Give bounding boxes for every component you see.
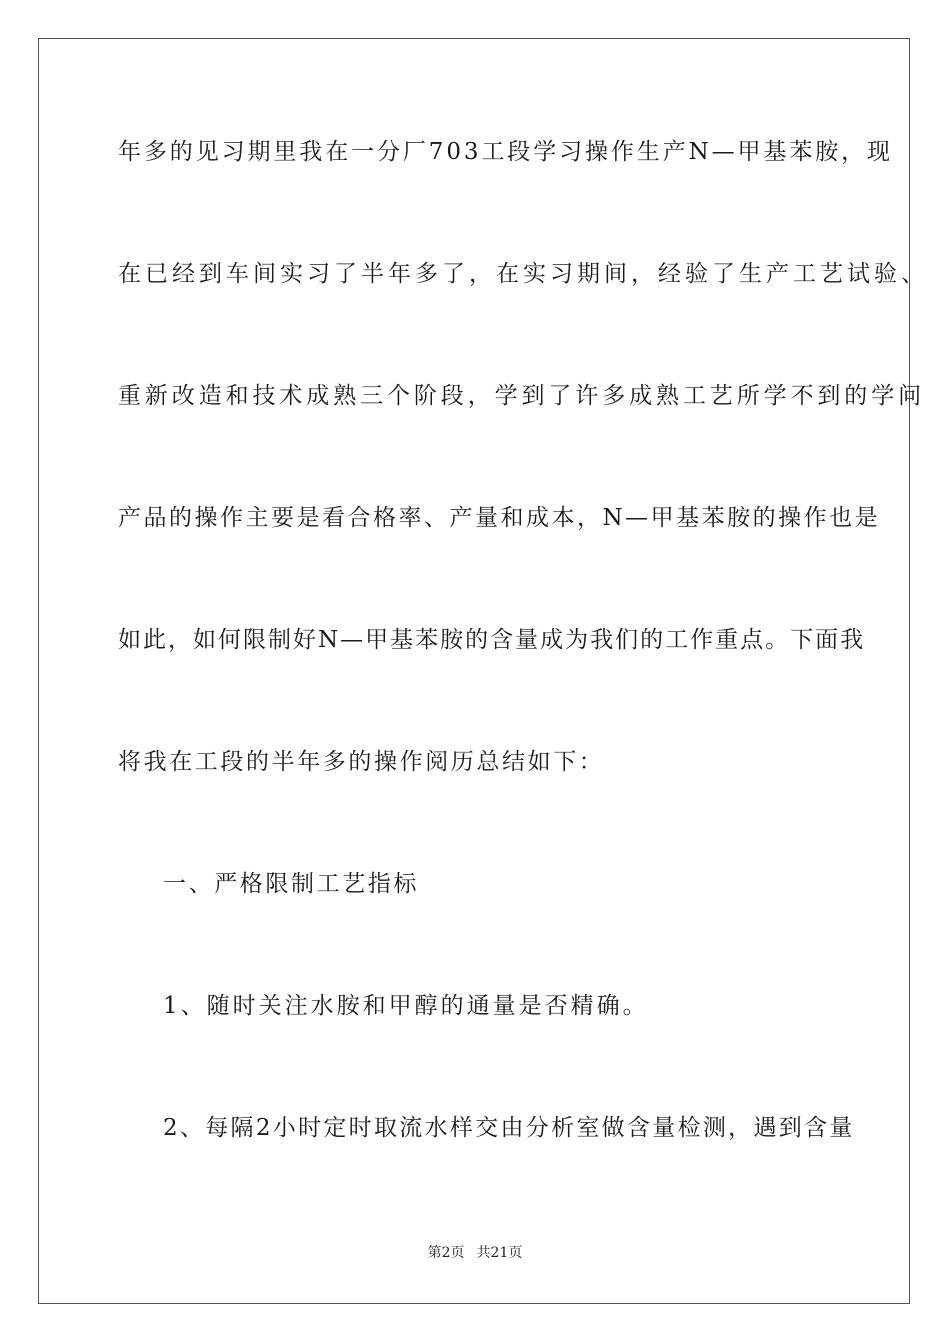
page-number: 第2页 <box>427 1245 465 1261</box>
list-item: 1、随时关注水胺和甲醇的通量是否精确。 <box>163 993 649 1019</box>
body-text-line: 如此，如何限制好N—甲基苯胺的含量成为我们的工作重点。下面我 <box>118 627 866 653</box>
page-footer <box>0 1242 950 1262</box>
body-text-line: 重新改造和技术成熟三个阶段，学到了许多成熟工艺所学不到的学问 <box>118 383 925 409</box>
list-item: 2、每隔2小时定时取流水样交由分析室做含量检测，遇到含量 <box>163 1115 855 1141</box>
body-text-line: 在已经到车间实习了半年多了，在实习期间，经验了生产工艺试验、 <box>118 261 928 287</box>
body-text-line: 年多的见习期里我在一分厂703工段学习操作生产N—甲基苯胺，现 <box>118 139 893 165</box>
body-text-line: 产品的操作主要是看合格率、产量和成本，N—甲基苯胺的操作也是 <box>118 505 881 531</box>
page-total: 共21页 <box>476 1245 523 1261</box>
section-heading: 一、严格限制工艺指标 <box>163 871 419 897</box>
body-text-line: 将我在工段的半年多的操作阅历总结如下： <box>118 749 605 775</box>
